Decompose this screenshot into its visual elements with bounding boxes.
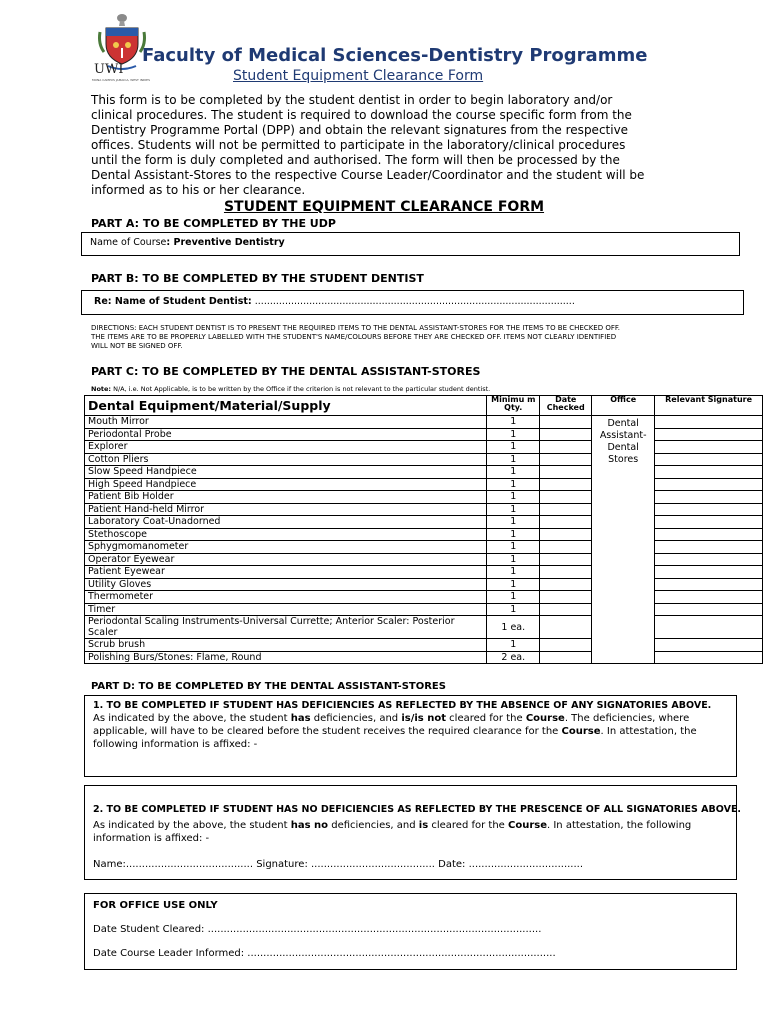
- part-c-heading: PART C: TO BE COMPLETED BY THE DENTAL ASSISTANT-STORES: [91, 365, 481, 378]
- col-header-item: Dental Equipment/Material/Supply: [85, 396, 487, 416]
- equipment-item: Patient Bib Holder: [85, 491, 487, 504]
- min-qty: 1: [487, 541, 540, 554]
- min-qty: 1: [487, 466, 540, 479]
- date-checked-cell[interactable]: [540, 416, 592, 429]
- relevant-signature-cell[interactable]: [655, 591, 763, 604]
- date-checked-cell[interactable]: [540, 478, 592, 491]
- min-qty: 2 ea.: [487, 651, 540, 664]
- uwi-logo: [92, 12, 150, 88]
- text-run: deficiencies, and: [328, 820, 419, 831]
- directions-line: WILL NOT BE SIGNED OFF.: [91, 342, 183, 350]
- col-header-qty: Minimu m Qty.: [487, 396, 540, 416]
- date-checked-cell[interactable]: [540, 528, 592, 541]
- min-qty: 1: [487, 516, 540, 529]
- equipment-item: Laboratory Coat-Unadorned: [85, 516, 487, 529]
- equipment-item: Periodontal Probe: [85, 428, 487, 441]
- no-deficiencies-section: [84, 785, 742, 880]
- relevant-signature-cell[interactable]: [655, 441, 763, 454]
- signature-line[interactable]: Name:........................................ Signature: ....................................... Date: ....................................: [93, 859, 584, 870]
- logo-text: UWI: [94, 62, 124, 77]
- student-name-box[interactable]: [81, 290, 744, 315]
- text-run-bold: Course: [525, 713, 565, 724]
- section2-title: 2. TO BE COMPLETED IF STUDENT HAS NO DEFICIENCIES AS REFLECTED BY THE PRESCENCE OF ALL SIGNATORIES ABOVE.: [93, 804, 742, 815]
- col-header-signature: Relevant Signature: [655, 396, 763, 416]
- min-qty: 1: [487, 591, 540, 604]
- date-checked-cell[interactable]: [540, 639, 592, 652]
- directions-line: DIRECTIONS: EACH STUDENT DENTIST IS TO PRESENT THE REQUIRED ITEMS TO THE DENTAL ASSISTANT-STORES FOR THE ITEMS TO BE CHECKED OFF.: [91, 324, 621, 332]
- equipment-item: Operator Eyewear: [85, 553, 487, 566]
- table-row: [85, 541, 763, 554]
- table-row: [85, 528, 763, 541]
- note-label: Note:: [91, 385, 112, 393]
- equipment-item: Patient Hand-held Mirror: [85, 503, 487, 516]
- min-qty: 1: [487, 566, 540, 579]
- date-student-cleared[interactable]: Date Student Cleared: .........................................................................................................: [93, 924, 542, 935]
- directions-text: [91, 324, 620, 351]
- equipment-item: Polishing Burs/Stones: Flame, Round: [85, 651, 487, 664]
- form-subtitle: Student Equipment Clearance Form: [233, 68, 484, 84]
- date-checked-cell[interactable]: [540, 453, 592, 466]
- table-row: [85, 503, 763, 516]
- office-use-section: [84, 893, 737, 970]
- office-cell: Dental Assistant-Dental Stores: [592, 416, 655, 664]
- relevant-signature-cell[interactable]: [655, 416, 763, 429]
- table-row: [85, 516, 763, 529]
- date-checked-cell[interactable]: [540, 616, 592, 639]
- date-checked-cell[interactable]: [540, 553, 592, 566]
- date-checked-cell[interactable]: [540, 516, 592, 529]
- equipment-table: [84, 395, 763, 664]
- relevant-signature-cell[interactable]: [655, 428, 763, 441]
- table-row: [85, 441, 763, 454]
- equipment-item: Timer: [85, 603, 487, 616]
- equipment-item: Stethoscope: [85, 528, 487, 541]
- table-row: [85, 639, 763, 652]
- form-title: STUDENT EQUIPMENT CLEARANCE FORM: [223, 199, 545, 215]
- intro-line: offices. Students will not be permitted to participate in the laboratory/clinical procedures: [91, 138, 626, 152]
- student-name-dots: ..........................................................................................................: [251, 296, 575, 307]
- table-row: [85, 553, 763, 566]
- relevant-signature-cell[interactable]: [655, 651, 763, 664]
- intro-line: clinical procedures. The student is required to download the course specific form from the: [91, 108, 632, 122]
- relevant-signature-cell[interactable]: [655, 478, 763, 491]
- intro-line: This form is to be completed by the student dentist in order to begin laboratory and/or: [91, 93, 613, 107]
- relevant-signature-cell[interactable]: [655, 528, 763, 541]
- equipment-item: Sphygmomanometer: [85, 541, 487, 554]
- equipment-item: Slow Speed Handpiece: [85, 466, 487, 479]
- min-qty: 1: [487, 528, 540, 541]
- text-run: deficiencies, and: [310, 713, 402, 724]
- relevant-signature-cell[interactable]: [655, 553, 763, 566]
- office-use-heading: FOR OFFICE USE ONLY: [93, 900, 218, 911]
- table-row: [85, 416, 763, 429]
- text-run-bold: has no: [290, 820, 329, 831]
- equipment-item: Patient Eyewear: [85, 566, 487, 579]
- equipment-item: Periodontal Scaling Instruments-Universal Currette; Anterior Scaler: Posterior Scaler: [85, 616, 487, 639]
- section1-text: [93, 712, 728, 751]
- equipment-item: Mouth Mirror: [85, 416, 487, 429]
- relevant-signature-cell[interactable]: [655, 603, 763, 616]
- course-label: Name of Course: [90, 237, 167, 248]
- text-run: As indicated by the above, the student: [93, 820, 291, 831]
- equipment-item: Utility Gloves: [85, 578, 487, 591]
- min-qty: 1: [487, 478, 540, 491]
- part-c-note: [91, 385, 490, 393]
- section2-text: [93, 819, 728, 845]
- relevant-signature-cell[interactable]: [655, 453, 763, 466]
- intro-line: Dental Assistant-Stores to the respective Course Leader/Coordinator and the student will be: [91, 168, 645, 182]
- section1-title: 1. TO BE COMPLETED IF STUDENT HAS DEFICIENCIES AS REFLECTED BY THE ABSENCE OF ANY SIGNATORIES ABOVE.: [93, 700, 712, 711]
- min-qty: 1: [487, 603, 540, 616]
- min-qty: 1: [487, 553, 540, 566]
- equipment-item: High Speed Handpiece: [85, 478, 487, 491]
- table-row: [85, 616, 763, 639]
- course-value: : Preventive Dentistry: [166, 237, 285, 248]
- part-a-heading: PART A: TO BE COMPLETED BY THE UDP: [91, 217, 336, 230]
- date-checked-cell[interactable]: [540, 491, 592, 504]
- text-run: . In attestation, the following information is affixed: -: [93, 820, 692, 844]
- date-checked-cell[interactable]: [540, 603, 592, 616]
- relevant-signature-cell[interactable]: [655, 578, 763, 591]
- relevant-signature-cell[interactable]: [655, 503, 763, 516]
- intro-line: Dentistry Programme Portal (DPP) and obtain the relevant signatures from the respective: [91, 123, 629, 137]
- note-text: N/A, i.e. Not Applicable, is to be written by the Office if the criterion is not relevant to the particular student dentist.: [111, 385, 491, 393]
- relevant-signature-cell[interactable]: [655, 639, 763, 652]
- date-course-leader-informed[interactable]: Date Course Leader Informed: .................................................................................................: [93, 948, 556, 959]
- date-checked-cell[interactable]: [540, 591, 592, 604]
- faculty-title: Faculty of Medical Sciences-Dentistry Programme: [142, 45, 648, 66]
- table-row: [85, 603, 763, 616]
- text-run-bold: Course: [561, 726, 601, 737]
- relevant-signature-cell[interactable]: [655, 616, 763, 639]
- equipment-item: Explorer: [85, 441, 487, 454]
- table-row: [85, 491, 763, 504]
- min-qty: 1: [487, 503, 540, 516]
- min-qty: 1: [487, 416, 540, 429]
- table-row: [85, 453, 763, 466]
- equipment-item: Cotton Pliers: [85, 453, 487, 466]
- date-checked-cell[interactable]: [540, 503, 592, 516]
- course-name-box: [81, 232, 740, 256]
- min-qty: 1: [487, 428, 540, 441]
- date-checked-cell[interactable]: [540, 466, 592, 479]
- equipment-item: Scrub brush: [85, 639, 487, 652]
- min-qty: 1: [487, 639, 540, 652]
- logo-caption: MONA CAMPUS JAMAICA, WEST INDIES: [92, 78, 150, 82]
- date-checked-cell[interactable]: [540, 441, 592, 454]
- table-row: [85, 578, 763, 591]
- table-row: [85, 478, 763, 491]
- relevant-signature-cell[interactable]: [655, 491, 763, 504]
- col-header-date: Date Checked: [540, 396, 592, 416]
- part-d-heading: PART D: TO BE COMPLETED BY THE DENTAL ASSISTANT-STORES: [91, 681, 446, 692]
- text-run-bold: Course: [508, 820, 547, 831]
- deficiencies-section: [84, 695, 737, 777]
- date-checked-cell[interactable]: [540, 651, 592, 664]
- table-row: [85, 651, 763, 664]
- min-qty: 1 ea.: [487, 616, 540, 639]
- date-checked-cell[interactable]: [540, 541, 592, 554]
- text-run-bold: has: [290, 713, 311, 724]
- text-run-bold: is/is not: [401, 713, 446, 724]
- date-checked-cell[interactable]: [540, 428, 592, 441]
- table-row: [85, 566, 763, 579]
- table-row: [85, 428, 763, 441]
- student-name-label: Re: Name of Student Dentist:: [94, 296, 252, 307]
- part-b-heading: PART B: TO BE COMPLETED BY THE STUDENT DENTIST: [91, 272, 424, 285]
- equipment-item: Thermometer: [85, 591, 487, 604]
- text-run: cleared for the: [445, 713, 526, 724]
- min-qty: 1: [487, 491, 540, 504]
- intro-line: informed as to his or her clearance.: [91, 183, 306, 197]
- relevant-signature-cell[interactable]: [655, 566, 763, 579]
- text-run: . The deficiencies, where applicable, will have to be cleared before the student receives the required clearance for the: [93, 713, 690, 737]
- date-checked-cell[interactable]: [540, 578, 592, 591]
- date-checked-cell[interactable]: [540, 566, 592, 579]
- relevant-signature-cell[interactable]: [655, 466, 763, 479]
- min-qty: 1: [487, 578, 540, 591]
- table-row: [85, 591, 763, 604]
- col-header-office: Office: [592, 396, 655, 416]
- relevant-signature-cell[interactable]: [655, 541, 763, 554]
- min-qty: 1: [487, 441, 540, 454]
- table-row: [85, 466, 763, 479]
- relevant-signature-cell[interactable]: [655, 516, 763, 529]
- min-qty: 1: [487, 453, 540, 466]
- text-run: . In attestation, the following information is affixed: -: [93, 726, 697, 750]
- intro-paragraph: [91, 93, 691, 198]
- text-run: As indicated by the above, the student: [93, 713, 291, 724]
- text-run: cleared for the: [428, 820, 508, 831]
- text-run-bold: is: [418, 820, 429, 831]
- directions-line: THE ITEMS ARE TO BE PROPERLY LABELLED WITH THE STUDENT'S NAME/COLOURS BEFORE THEY ARE CHECKED OFF. ITEMS NOT CLEARLY IDENTIFIED: [91, 333, 617, 341]
- intro-line: until the form is duly completed and authorised. The form will then be processed by the: [91, 153, 620, 167]
